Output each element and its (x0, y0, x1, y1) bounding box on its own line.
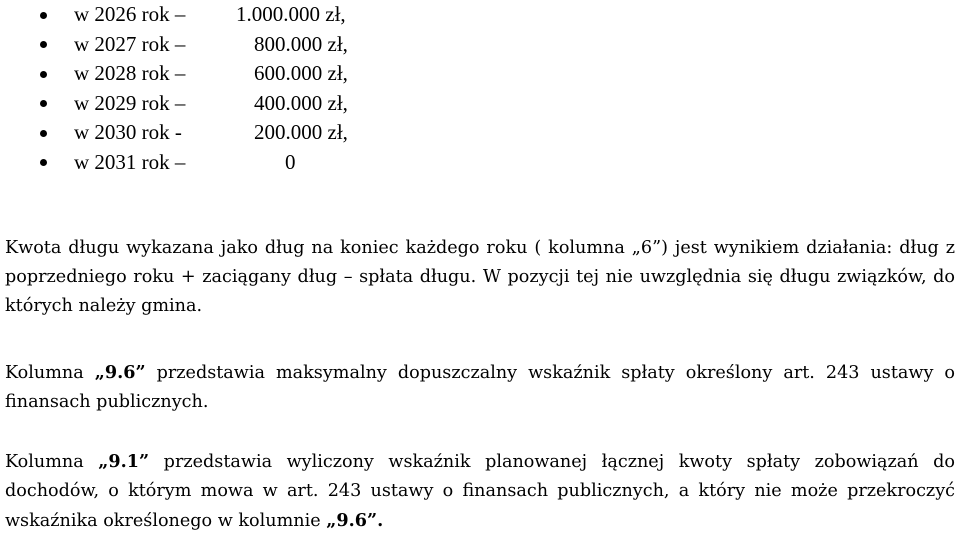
list-item-year: w 2031 rok – (74, 149, 186, 174)
paragraph-end: . (377, 510, 384, 531)
bullet-icon (40, 41, 47, 48)
paragraph-text: przedstawia maksymalny dopuszczalny wskaźnik spłaty określony art. 243 ustawy o finansach publicznych. (5, 363, 955, 412)
list-item-year: w 2029 rok – (74, 90, 186, 115)
column-9-6-paragraph (5, 358, 955, 417)
paragraph-text: przedstawia wyliczony wskaźnik planowanej łącznej kwoty spłaty zobowiązań do dochodów, o którym mowa w art. 243 ustawy o finansach publicznych, a który nie może przekroczyć wskaźnika określonego w kolumnie (5, 452, 956, 531)
bullet-icon (40, 12, 47, 19)
column-reference-end: „9.6” (326, 510, 378, 531)
list-item-year: w 2026 rok – (74, 2, 186, 26)
list-item-amount: 1.000.000 zł, (236, 2, 346, 26)
bullet-icon (40, 130, 47, 137)
list-item-amount: 400.000 zł, (254, 90, 348, 115)
paragraph-prefix: Kolumna (5, 452, 99, 472)
bullet-icon (40, 100, 47, 107)
column-reference: „9.6” (94, 362, 146, 383)
list-item-year: w 2028 rok – (74, 61, 186, 86)
list-item-amount: 800.000 zł, (254, 31, 348, 56)
bullet-icon (40, 71, 47, 78)
column-reference: „9.1” (98, 451, 150, 472)
paragraph-prefix: Kolumna (5, 363, 95, 383)
list-item-year: w 2030 rok - (74, 120, 182, 145)
debt-amount-paragraph: Kwota długu wykazana jako dług na koniec każdego roku ( kolumna „6”) jest wynikiem działania: dług z poprzedniego roku + zaciągany dług – spłata długu. W pozycji tej nie uwzględnia się długu związków, do których należy gmina. (5, 238, 955, 316)
list-item-amount: 200.000 zł, (254, 120, 348, 145)
bullet-icon (40, 159, 47, 166)
column-9-1-paragraph (5, 447, 955, 536)
list-item-year: w 2027 rok – (74, 31, 186, 56)
list-item-amount: 600.000 zł, (254, 61, 348, 86)
list-item-amount: 0 (285, 149, 296, 174)
